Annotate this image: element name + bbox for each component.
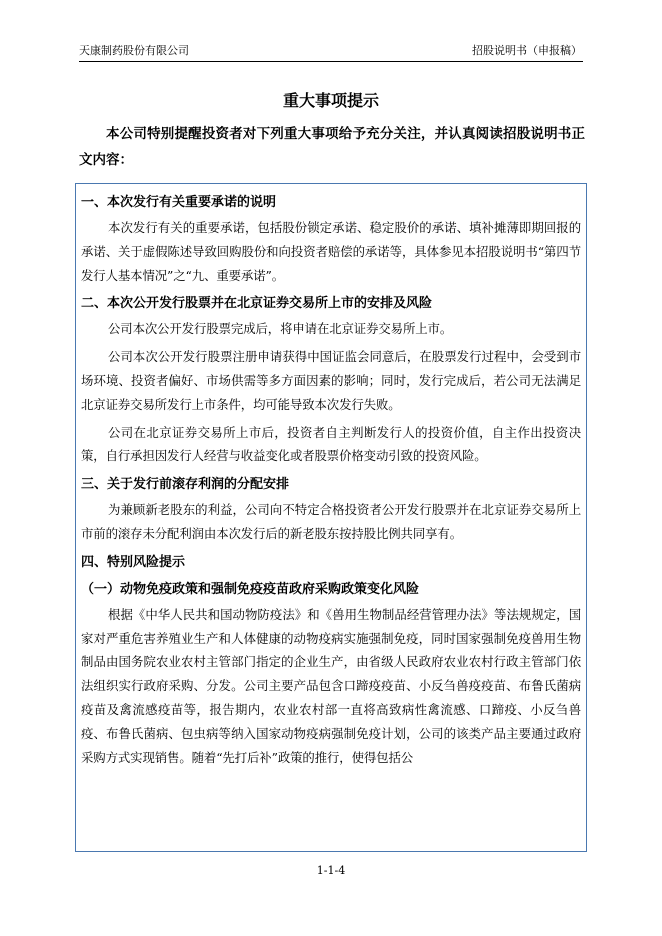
section-paragraph: 公司本次公开发行股票注册申请获得中国证监会同意后，在股票发行过程中，会受到市场环境、投资者偏好、市场供需等多方面因素的影响；同时，发行完成后，若公司无法满足北京证券交易所发行上市条件，均可能导致本次发行失败。 [81,349,581,412]
section-heading: 一、本次发行有关重要承诺的说明 [81,195,277,210]
section-paragraph: 公司本次公开发行股票完成后，将申请在北京证券交易所上市。 [108,321,453,337]
notice-box-content [76,184,586,769]
header-doc-type: 招股说明书（申报稿） [472,44,582,57]
section-paragraph: 根据《中华人民共和国动物防疫法》和《兽用生物制品经营管理办法》等法规规定，国家对严重危害养殖业生产和人体健康的动物疫病实施强制免疫，同时国家强制免疫兽用生物制品由国务院农业农村主管部门指定的企业生产，由省级人民政府农业农村行政主管部门依法组织实行政府采购、分发。公司主要产品包含口蹄疫疫苗、小反刍兽疫疫苗、布鲁氏菌病疫苗及禽流感疫苗等，报告期内，农业农村部一直将高致病性禽流感、口蹄疫、小反刍兽疫、布鲁氏菌病、包虫病等纳入国家动物疫病强制免疫计划，公司的该类产品主要通过政府采购方式实现销售。随着“先打后补”政策的推行，使得包括公 [81,606,581,765]
section-paragraph: 本次发行有关的重要承诺，包括股份锁定承诺、稳定股价的承诺、填补摊薄即期回报的承诺、关于虚假陈述导致回购股份和向投资者赔偿的承诺等，具体参见本招股说明书“第四节 发行人基本情况”之“九、重要承诺”。 [81,220,581,283]
section-paragraph: 为兼顾新老股东的利益，公司向不特定合格投资者公开发行股票并在北京证券交易所上市前的滚存未分配利润由本次发行后的新老股东按持股比例共同享有。 [81,502,581,541]
page-title: 重大事项提示 [282,91,379,110]
notice-box [75,183,587,852]
section-heading: 二、本次公开发行股票并在北京证券交易所上市的安排及风险 [81,296,433,312]
page-number: 1-1-4 [316,864,346,877]
header-company: 天康制药股份有限公司 [79,44,189,57]
section-heading: （一）动物免疫政策和强制免疫疫苗政府采购政策变化风险 [81,581,420,597]
section-heading: 四、特别风险提示 [81,554,186,570]
intro-paragraph: 本公司特别提醒投资者对下列重大事项给予充分关注，并认真阅读招股说明书正文内容： [79,126,585,168]
header-divider [79,61,583,62]
section-paragraph: 公司在北京证券交易所上市后，投资者自主判断发行人的投资价值，自主作出投资决策，自行承担因发行人经营与收益变化或者股票价格变动引致的投资风险。 [81,424,581,464]
section-heading: 三、关于发行前滚存利润的分配安排 [81,477,290,493]
